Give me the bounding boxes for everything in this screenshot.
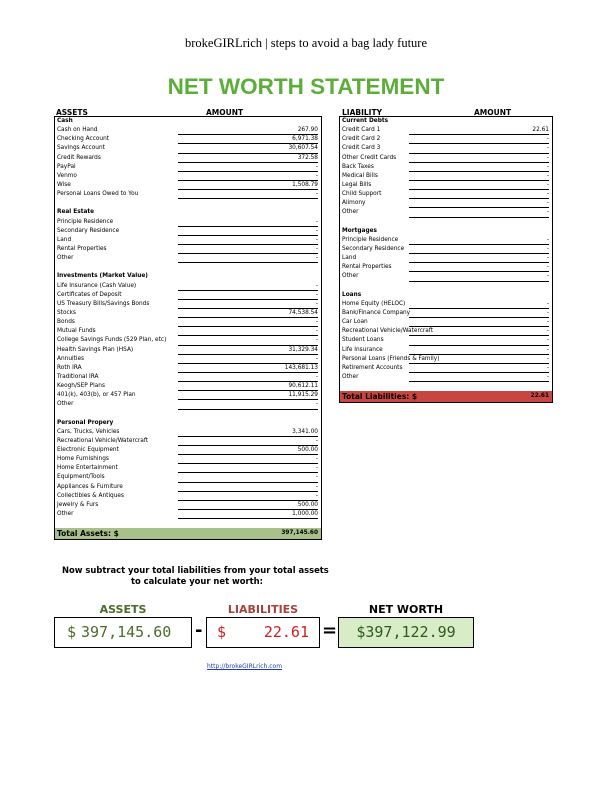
liabilities-row-label: Other (342, 273, 359, 280)
summary-liabilities-label: LIABILITIES (227, 603, 299, 616)
liabilities-row-value[interactable]: - (409, 318, 549, 327)
summary-liabilities-currency: $ (217, 623, 227, 641)
assets-row-label: Real Estate (57, 209, 95, 216)
liabilities-row-label: Legal Bills (342, 181, 372, 188)
liabilities-section-header (340, 291, 552, 300)
assets-row-value[interactable]: - (178, 236, 318, 245)
assets-row (55, 382, 321, 391)
assets-row (55, 391, 321, 400)
page-header: brokeGIRLrich | steps to avoid a bag lady future (184, 36, 428, 50)
assets-row (55, 373, 321, 382)
liabilities-row-value[interactable]: - (409, 199, 549, 208)
liabilities-row-label: Other Credit Cards (342, 154, 397, 161)
summary-liabilities-value: 22.61 (263, 623, 309, 641)
assets-row-label: Credit Rewards (57, 154, 101, 161)
liabilities-row (340, 272, 552, 281)
liabilities-row-value[interactable]: - (409, 254, 549, 263)
assets-row-label: Roth IRA (57, 364, 82, 371)
liabilities-row-label: Life Insurance (342, 346, 383, 353)
assets-spacer (55, 199, 321, 208)
assets-row-value[interactable]: - (178, 300, 318, 309)
liabilities-row-label: Land (342, 255, 357, 262)
assets-row-value[interactable]: 372.58 (178, 154, 318, 163)
assets-section-header (55, 419, 321, 428)
liabilities-row (340, 208, 552, 217)
liabilities-row-value[interactable]: - (409, 154, 549, 163)
assets-row (55, 181, 321, 190)
assets-row (55, 327, 321, 336)
assets-row-label: Equipment/Tools (57, 474, 105, 481)
assets-row-label: Stocks (57, 309, 77, 316)
assets-row (55, 428, 321, 437)
assets-row-label: Certificates of Deposit (57, 291, 122, 298)
assets-row-label: Keogh/SEP Plans (57, 383, 105, 390)
assets-row-value[interactable]: - (178, 483, 318, 492)
assets-table (54, 116, 322, 540)
liabilities-row (340, 172, 552, 181)
assets-row (55, 309, 321, 318)
liabilities-row-label: Retirement Accounts (342, 364, 403, 371)
assets-row (55, 446, 321, 455)
assets-row-value[interactable]: - (178, 172, 318, 181)
summary-networth-box (338, 617, 474, 648)
liabilities-row-value[interactable]: - (409, 346, 549, 355)
assets-row (55, 336, 321, 345)
assets-row-label: Investments (Market Value) (57, 273, 148, 280)
liabilities-row-label: Bank/Finance Company (342, 309, 411, 316)
liabilities-total-value: 22.61 (530, 393, 549, 399)
assets-row-value[interactable]: - (178, 355, 318, 364)
assets-row (55, 135, 321, 144)
liabilities-row (340, 199, 552, 208)
minus-sign: - (195, 620, 203, 641)
liabilities-row (340, 135, 552, 144)
liabilities-row-value[interactable]: - (409, 135, 549, 144)
liabilities-row-label: Credit Card 3 (342, 145, 381, 152)
assets-row-value[interactable]: - (178, 282, 318, 291)
assets-row-label: Principle Residence (57, 218, 114, 225)
liabilities-row-label: Rental Properties (342, 264, 392, 271)
summary-networth-label: NET WORTH (368, 603, 444, 616)
assets-row-label: Secondary Residence (57, 227, 120, 234)
liabilities-row-value[interactable]: - (409, 336, 549, 345)
liabilities-row (340, 364, 552, 373)
assets-column-header: ASSETS (56, 108, 88, 117)
assets-row-value[interactable]: - (178, 373, 318, 382)
assets-row (55, 510, 321, 519)
assets-row (55, 318, 321, 327)
liabilities-row-value[interactable]: - (409, 309, 549, 318)
liabilities-row-label: Personal Loans (Friends & Family) (342, 355, 440, 362)
assets-row-label: Other (57, 255, 74, 262)
assets-row-label: Traditional IRA (57, 373, 99, 380)
assets-row-label: Electronic Equipment (57, 447, 119, 454)
assets-row-value[interactable]: - (178, 254, 318, 263)
assets-row-value[interactable]: - (178, 190, 318, 199)
assets-row-value[interactable]: 1,508.79 (178, 181, 318, 190)
liabilities-row (340, 126, 552, 135)
assets-row-label: Jewelry & Furs (57, 501, 99, 508)
liabilities-row (340, 163, 552, 172)
liabilities-row-value[interactable]: - (409, 236, 549, 245)
assets-row-label: Personal Loans Owed to You (57, 191, 139, 198)
liabilities-row-label: Home Equity (HELOC) (342, 300, 406, 307)
liabilities-row-label: Current Debts (342, 118, 389, 124)
liabilities-column-header: LIABILITY (342, 108, 382, 117)
liabilities-row-label: Student Loans (342, 337, 384, 344)
assets-row-label: Home Entertainment (57, 465, 118, 472)
assets-row-value[interactable]: - (178, 400, 318, 409)
assets-row-value[interactable]: 3,341.00 (178, 428, 318, 437)
assets-row (55, 218, 321, 227)
assets-row-value[interactable]: 267.90 (178, 126, 318, 135)
liabilities-row (340, 336, 552, 345)
liabilities-row-label: Other (342, 209, 359, 216)
assets-rows (55, 117, 321, 519)
liabilities-row-value[interactable]: - (409, 181, 549, 190)
assets-row (55, 346, 321, 355)
assets-row-label: Cash on Hand (57, 127, 98, 134)
liabilities-row-label: Alimony (342, 200, 366, 207)
assets-row-value[interactable]: - (178, 291, 318, 300)
liabilities-row-value[interactable]: - (409, 144, 549, 153)
liabilities-row-label: Other (342, 373, 359, 380)
summary-assets-value: 397,145.60 (81, 623, 172, 641)
assets-row-label: Cash (57, 118, 73, 124)
assets-row (55, 483, 321, 492)
assets-row (55, 355, 321, 364)
assets-row-label: Bonds (57, 319, 75, 326)
assets-row (55, 126, 321, 135)
liabilities-total-label: Total Liabilities: $ (342, 392, 418, 401)
summary-liabilities-box (206, 617, 320, 648)
assets-section-header (55, 272, 321, 281)
liabilities-row (340, 245, 552, 254)
liabilities-row (340, 327, 552, 336)
assets-row-label: Home Furnishings (57, 456, 109, 463)
assets-row-label: Other (57, 401, 74, 408)
assets-row-label: Personal Propery (57, 419, 114, 426)
assets-row-label: Life Insurance (Cash Value) (57, 282, 137, 289)
liabilities-row-label: Car Loan (342, 319, 368, 326)
assets-row (55, 282, 321, 291)
summary-assets-box (54, 617, 192, 648)
assets-row-label: Savings Account (57, 145, 105, 152)
assets-row-value[interactable]: 500.00 (178, 446, 318, 455)
liabilities-row-value[interactable]: - (409, 327, 549, 336)
liabilities-section-header (340, 117, 552, 126)
liabilities-row (340, 254, 552, 263)
page-title: NET WORTH STATEMENT (167, 74, 445, 99)
liabilities-table (339, 116, 553, 403)
assets-row (55, 464, 321, 473)
assets-row-value[interactable]: - (178, 245, 318, 254)
assets-row-label: Mutual Funds (57, 328, 96, 335)
assets-row-value[interactable]: 6,971.38 (178, 135, 318, 144)
liabilities-section-header (340, 227, 552, 236)
assets-row (55, 154, 321, 163)
instructions-line-1: Now subtract your total liabilities from your total assets (62, 565, 329, 575)
liabilities-row (340, 346, 552, 355)
liabilities-row (340, 355, 552, 364)
assets-row (55, 492, 321, 501)
assets-section-header (55, 117, 321, 126)
liabilities-row-value[interactable]: - (409, 208, 549, 217)
assets-row-value[interactable]: - (178, 163, 318, 172)
assets-row (55, 163, 321, 172)
assets-row-label: Annuities (57, 355, 85, 362)
assets-row-value[interactable]: - (178, 336, 318, 345)
assets-row-label: Checking Account (57, 136, 110, 143)
liabilities-row (340, 318, 552, 327)
liabilities-row-label: Back Taxes (342, 163, 374, 170)
liabilities-row (340, 263, 552, 272)
liabilities-row-value[interactable]: 22.61 (409, 126, 549, 135)
equals-sign: = (322, 620, 338, 641)
liabilities-amount-header: AMOUNT (474, 108, 512, 117)
liabilities-row (340, 373, 552, 382)
assets-row (55, 144, 321, 153)
assets-row (55, 400, 321, 409)
liabilities-row-value[interactable]: - (409, 190, 549, 199)
liabilities-row (340, 309, 552, 318)
assets-row (55, 172, 321, 181)
liabilities-row-label: Credit Card 2 (342, 136, 381, 143)
liabilities-spacer (340, 282, 552, 291)
liabilities-row (340, 154, 552, 163)
liabilities-row-value[interactable]: - (409, 245, 549, 254)
assets-row-value[interactable]: - (178, 473, 318, 482)
assets-row-value[interactable]: 31,329.34 (178, 346, 318, 355)
assets-row-value[interactable]: 1,000.00 (178, 510, 318, 519)
liabilities-row-value[interactable]: - (409, 172, 549, 181)
assets-row-label: Venmo (57, 172, 77, 179)
liabilities-row (340, 144, 552, 153)
liabilities-row-value[interactable]: - (409, 300, 549, 309)
assets-row-value[interactable]: - (178, 437, 318, 446)
assets-row (55, 501, 321, 510)
liabilities-rows (340, 117, 552, 382)
assets-row-label: College Savings Funds (529 Plan, etc) (57, 337, 167, 344)
liabilities-total-row (340, 391, 552, 402)
assets-row (55, 236, 321, 245)
assets-row-value[interactable]: 90,612.11 (178, 382, 318, 391)
assets-row-value[interactable]: - (178, 318, 318, 327)
assets-row-label: PayPal (57, 163, 76, 170)
assets-row (55, 300, 321, 309)
assets-total-row (55, 528, 321, 539)
assets-row-label: Health Savings Plan (HSA) (57, 346, 134, 353)
liabilities-row-value[interactable]: - (409, 272, 549, 281)
assets-row-value[interactable]: 11,915.29 (178, 391, 318, 400)
assets-amount-header: AMOUNT (206, 108, 244, 117)
assets-row (55, 254, 321, 263)
liabilities-row-label: Credit Card 1 (342, 127, 381, 134)
assets-row-value[interactable]: - (178, 492, 318, 501)
assets-row-label: Cars, Trucks, Vehicles (57, 428, 120, 435)
assets-row (55, 245, 321, 254)
assets-spacer (55, 263, 321, 272)
assets-row-label: Recreational Vehicle/Watercraft (57, 437, 149, 444)
liabilities-row-value[interactable]: - (409, 163, 549, 172)
summary-assets-label: ASSETS (99, 603, 147, 616)
summary-assets-currency: $ (67, 623, 77, 641)
assets-total-label: Total Assets: $ (57, 529, 119, 538)
assets-row (55, 227, 321, 236)
assets-total-value: 397,145.60 (281, 530, 318, 536)
liabilities-row-value[interactable]: - (409, 364, 549, 373)
liabilities-row-label: Loans (342, 291, 362, 298)
liabilities-row-label: Principle Residence (342, 236, 399, 243)
liabilities-row (340, 300, 552, 309)
assets-row (55, 364, 321, 373)
assets-row-value[interactable]: - (178, 218, 318, 227)
assets-row (55, 291, 321, 300)
assets-section-header (55, 208, 321, 217)
site-link[interactable]: http://brokeGIRLrich.com (207, 663, 283, 670)
instructions-line-2: to calculate your net worth: (131, 576, 263, 586)
assets-row (55, 473, 321, 482)
assets-row-label: Wise (57, 181, 71, 188)
liabilities-row (340, 190, 552, 199)
assets-row-label: Land (57, 236, 72, 243)
assets-row (55, 190, 321, 199)
assets-row-value[interactable]: 30,607.54 (178, 144, 318, 153)
liabilities-row-label: Medical Bills (342, 172, 378, 179)
liabilities-row-label: Mortgages (342, 227, 377, 234)
liabilities-row-label: Child Support (342, 191, 382, 198)
liabilities-row-value[interactable]: - (409, 355, 549, 364)
liabilities-row-value[interactable]: - (409, 373, 549, 382)
assets-row-value[interactable]: 143,681.13 (178, 364, 318, 373)
assets-row (55, 437, 321, 446)
assets-row-label: Collectibles & Antiques (57, 492, 124, 499)
summary-networth-value: $397,122.99 (356, 623, 456, 641)
assets-spacer (55, 410, 321, 419)
liabilities-row-value[interactable]: - (409, 263, 549, 272)
assets-row-value[interactable]: 74,538.54 (178, 309, 318, 318)
liabilities-spacer (340, 218, 552, 227)
liabilities-row (340, 181, 552, 190)
assets-row-value[interactable]: - (178, 327, 318, 336)
assets-row-value[interactable]: - (178, 464, 318, 473)
assets-row-value[interactable]: 500.00 (178, 501, 318, 510)
assets-row-value[interactable]: - (178, 455, 318, 464)
assets-row-value[interactable]: - (178, 227, 318, 236)
assets-row-label: Other (57, 511, 74, 518)
assets-row-label: 401(k), 403(b), or 457 Plan (57, 392, 136, 399)
liabilities-row (340, 236, 552, 245)
assets-row-label: US Treasury Bills/Savings Bonds (57, 300, 150, 307)
assets-row-label: Appliances & Furniture (57, 483, 123, 490)
assets-row (55, 455, 321, 464)
liabilities-row-label: Secondary Residence (342, 245, 405, 252)
assets-row-label: Rental Properties (57, 245, 107, 252)
liabilities-row-label: Recreational Vehicle/Watercraft (342, 328, 434, 335)
